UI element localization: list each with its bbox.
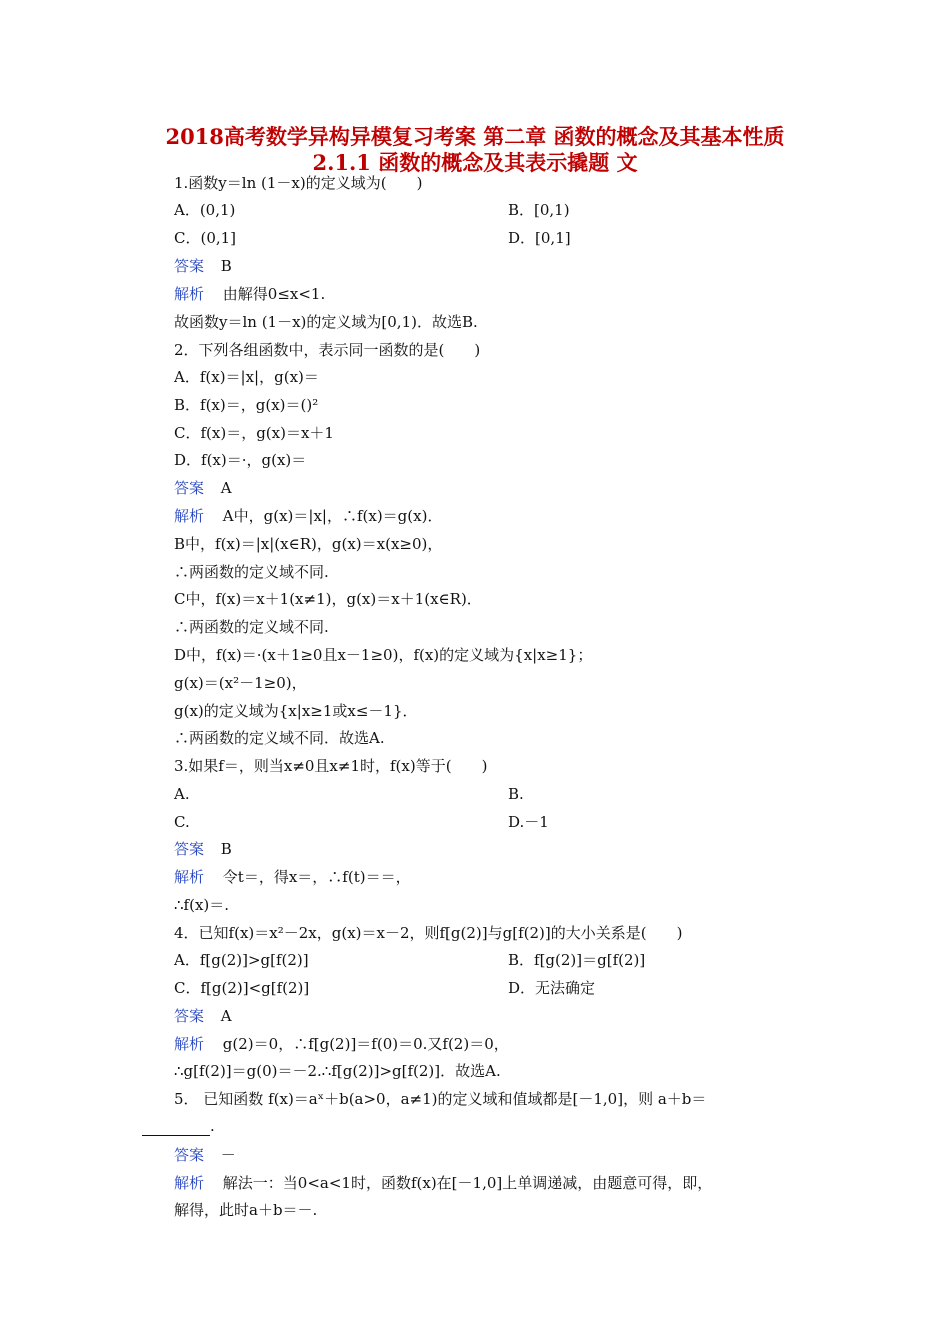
answer-label: 答案 — [174, 840, 205, 858]
q5-blank-row — [142, 1116, 215, 1136]
q4-stem: 4．已知f(x)＝x²－2x，g(x)＝x－2，则f[g(2)]与g[f(2)]的大小关系是( ) — [174, 924, 683, 942]
q2-option-d: D．f(x)＝·，g(x)＝ — [174, 451, 307, 469]
q3-analysis: 令t＝，得x＝，∴f(t)＝＝， — [222, 868, 411, 886]
q2-line-1: B中，f(x)＝|x|(x∈R)，g(x)＝x(x≥0)， — [174, 535, 443, 553]
analysis-label: 解析 — [174, 507, 205, 525]
q2-option-c: C．f(x)＝，g(x)＝x＋1 — [174, 424, 334, 442]
q1-analysis-row — [174, 284, 325, 304]
q2-line-4: ∴两函数的定义域不同. — [174, 618, 329, 636]
q1-analysis: 由解得0≤x<1. — [222, 285, 326, 303]
analysis-label: 解析 — [174, 868, 205, 886]
q4-analysis-row — [174, 1034, 509, 1054]
q5-answer-row — [174, 1145, 236, 1165]
q3-option-d: D.－1 — [508, 813, 549, 831]
answer-label: 答案 — [174, 257, 205, 275]
q2-line-3: C中，f(x)＝x＋1(x≠1)，g(x)＝x＋1(x∈R)． — [174, 590, 482, 608]
q5-stem-end: . — [210, 1117, 215, 1135]
q2-answer: A — [220, 479, 232, 497]
q2-analysis-row — [174, 506, 442, 526]
q4-answer-row — [174, 1006, 232, 1026]
q1-conclusion: 故函数y＝ln (1－x)的定义域为[0,1)．故选B. — [174, 313, 478, 331]
analysis-label: 解析 — [174, 285, 205, 303]
answer-label: 答案 — [174, 479, 205, 497]
answer-label: 答案 — [174, 1146, 205, 1164]
q1-answer-row — [174, 256, 232, 276]
q4-option-b: B．f[g(2)]＝g[f(2)] — [508, 951, 646, 969]
q2-option-a: A．f(x)＝|x|，g(x)＝ — [174, 368, 319, 386]
analysis-label: 解析 — [174, 1035, 205, 1053]
document-subtitle: 2.1.1 函数的概念及其表示撬题 文 — [312, 150, 638, 175]
q1-option-a: A．(0,1) — [174, 201, 236, 219]
q3-answer-row — [174, 839, 232, 859]
q4-line-1: ∴g[f(2)]＝g(0)＝－2.∴f[g(2)]>g[f(2)]．故选A. — [174, 1062, 501, 1080]
q2-stem: 2．下列各组函数中，表示同一函数的是( ) — [174, 341, 481, 359]
q4-option-c: C．f[g(2)]<g[f(2)] — [174, 979, 310, 997]
q1-option-c: C．(0,1] — [174, 229, 237, 247]
q4-option-d: D．无法确定 — [508, 979, 596, 997]
q5-answer-blank — [142, 1121, 210, 1136]
q4-analysis: g(2)＝0，∴f[g(2)]＝f(0)＝0.又f(2)＝0， — [222, 1035, 509, 1053]
q5-stem: 5． 已知函数 f(x)＝aˣ＋b(a>0，a≠1)的定义域和值域都是[－1,0]，则 a＋b＝ — [174, 1090, 707, 1108]
analysis-label: 解析 — [174, 1174, 205, 1192]
q3-option-c: C. — [174, 813, 190, 831]
q5-analysis-row — [174, 1173, 712, 1193]
q5-line-1: 解得，此时a＋b＝－. — [174, 1201, 318, 1219]
q1-option-b: B．[0,1) — [508, 201, 570, 219]
q4-option-a: A．f[g(2)]>g[f(2)] — [174, 951, 309, 969]
q3-analysis-row — [174, 867, 411, 887]
q3-answer: B — [220, 840, 232, 858]
q5-answer: － — [220, 1146, 236, 1164]
q1-option-d: D．[0,1] — [508, 229, 571, 247]
q2-line-8: ∴两函数的定义域不同．故选A. — [174, 729, 385, 747]
document-title: 2018高考数学异构异模复习考案 第二章 函数的概念及其基本性质 — [165, 124, 785, 149]
q3-line-1: ∴f(x)＝. — [174, 896, 230, 914]
q2-line-7: g(x)的定义域为{x|x≥1或x≤－1}． — [174, 702, 418, 720]
q4-answer: A — [220, 1007, 232, 1025]
answer-label: 答案 — [174, 1007, 205, 1025]
q2-analysis: A中，g(x)＝|x|，∴f(x)＝g(x)． — [222, 507, 443, 525]
q3-option-b: B. — [508, 785, 524, 803]
q1-stem: 1.函数y＝ln (1－x)的定义域为( ) — [174, 174, 423, 192]
q3-stem: 3.如果f＝，则当x≠0且x≠1时，f(x)等于( ) — [174, 757, 488, 775]
q2-line-6: g(x)＝(x²－1≥0)， — [174, 674, 307, 692]
q2-answer-row — [174, 478, 232, 498]
q5-analysis: 解法一：当0<a<1时，函数f(x)在[－1,0]上单调递减，由题意可得，即， — [222, 1174, 713, 1192]
q3-option-a: A. — [174, 785, 190, 803]
q2-line-5: D中，f(x)＝·(x＋1≥0且x－1≥0)，f(x)的定义域为{x|x≥1}； — [174, 646, 593, 664]
q2-line-2: ∴两函数的定义域不同. — [174, 563, 329, 581]
q1-answer: B — [220, 257, 232, 275]
q2-option-b: B．f(x)＝，g(x)＝()² — [174, 396, 319, 414]
